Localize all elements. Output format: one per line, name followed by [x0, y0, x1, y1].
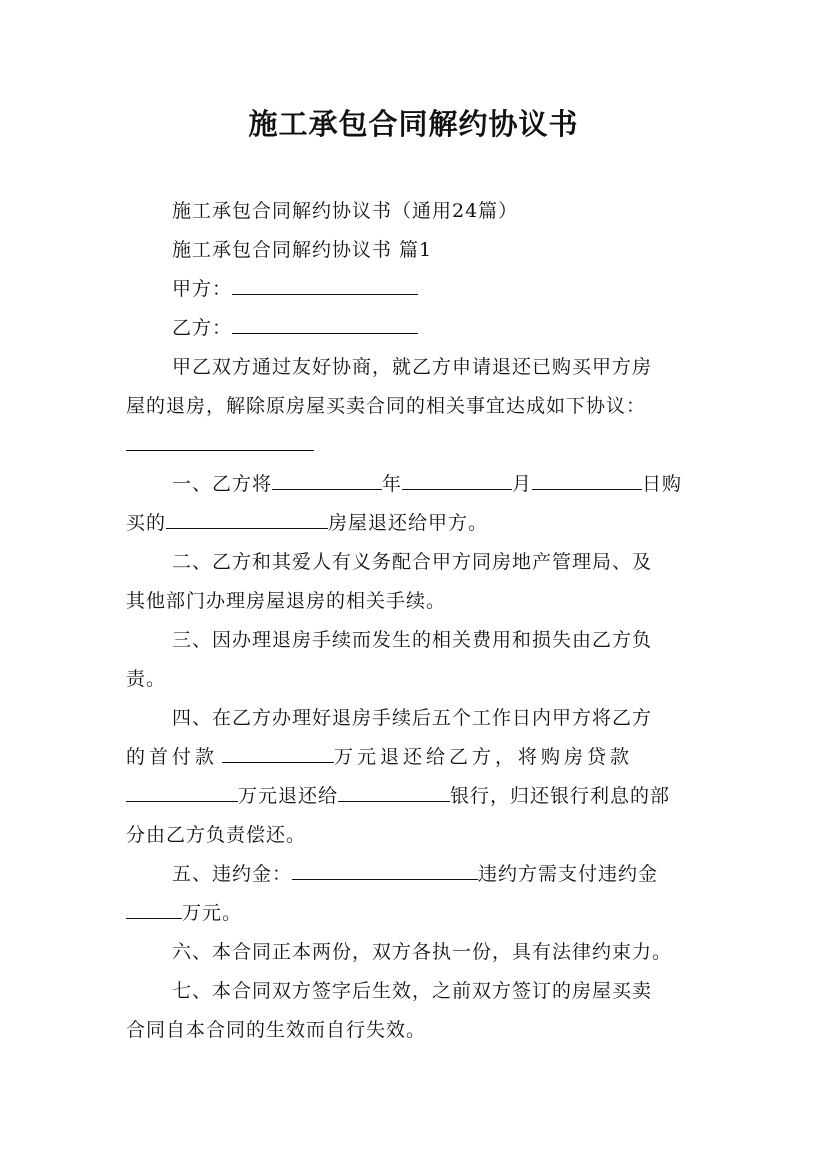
clause-4-text-b: 万元退还给乙方，将购房贷款: [334, 746, 634, 768]
property-blank: [166, 510, 328, 529]
party-a-blank: [232, 276, 418, 295]
clause-4-line4: 分由乙方负责偿还。: [126, 824, 307, 846]
document-subtitle: 施工承包合同解约协议书（通用24篇）: [172, 200, 519, 222]
clause-4-line3: [126, 783, 670, 809]
clause-2-line1: 二、乙方和其爱人有义务配合甲方同房地产管理局、及: [172, 551, 653, 573]
paragraph-intro-blank-line: [126, 432, 314, 458]
intro-blank: [126, 432, 314, 451]
clause-3-line1: 三、因办理退房手续而发生的相关费用和损失由乙方负: [172, 629, 653, 651]
clause-1-line2: [126, 510, 488, 536]
clause-4-text-c: 万元退还给: [238, 785, 339, 807]
paragraph-intro-line1: 甲乙双方通过友好协商，就乙方申请退还已购买甲方房: [172, 356, 653, 378]
clause-1-text-b: 年: [382, 473, 403, 495]
clause-4-text-d: 银行，归还银行利息的部: [450, 785, 671, 807]
clause-5-text-c: 万元。: [182, 902, 243, 924]
clause-4-line1: 四、在乙方办理好退房手续后五个工作日内甲方将乙方: [172, 707, 653, 729]
clause-3-line2: 责。: [126, 668, 167, 690]
loan-amount-blank: [126, 783, 238, 802]
clause-1-text-f: 房屋退还给甲方。: [328, 512, 489, 534]
bank-name-blank: [338, 783, 450, 802]
paragraph-intro-line2: 屋的退房，解除原房屋买卖合同的相关事宜达成如下协议：: [126, 395, 647, 417]
section-heading: 施工承包合同解约协议书 篇1: [172, 239, 433, 261]
clause-7-line1: 七、本合同双方签字后生效，之前双方签订的房屋买卖: [172, 980, 653, 1002]
party-a-label: 甲方：: [172, 278, 233, 300]
clause-1-text-d: 日购: [642, 473, 683, 495]
clause-2-line2: 其他部门办理房屋退房的相关手续。: [126, 590, 447, 612]
down-payment-blank: [222, 744, 334, 763]
penalty-blank: [292, 861, 478, 880]
clause-5-text-b: 违约方需支付违约金: [478, 863, 659, 885]
clause-5-line2: [126, 900, 242, 926]
document-title: 施工承包合同解约协议书: [248, 107, 579, 141]
clause-1-line1: [172, 471, 682, 497]
party-b-blank: [232, 315, 418, 334]
clause-7-line2: 合同自本合同的生效而自行失效。: [126, 1019, 427, 1041]
clause-1-text-c: 月: [512, 473, 533, 495]
month-blank: [402, 471, 512, 490]
clause-4-line2: [126, 744, 633, 770]
clause-5-line1: [172, 861, 658, 887]
party-a-line: [172, 276, 418, 302]
clause-1-text-e: 买的: [126, 512, 167, 534]
clause-6: 六、本合同正本两份，双方各执一份，具有法律约束力。: [172, 941, 673, 963]
penalty-amount-blank: [126, 900, 182, 919]
clause-5-text-a: 五、违约金：: [172, 863, 293, 885]
year-blank: [272, 471, 382, 490]
party-b-label: 乙方：: [172, 317, 233, 339]
clause-4-text-a: 的首付款: [126, 746, 219, 768]
clause-1-text-a: 一、乙方将: [172, 473, 273, 495]
party-b-line: [172, 315, 418, 341]
day-blank: [532, 471, 642, 490]
